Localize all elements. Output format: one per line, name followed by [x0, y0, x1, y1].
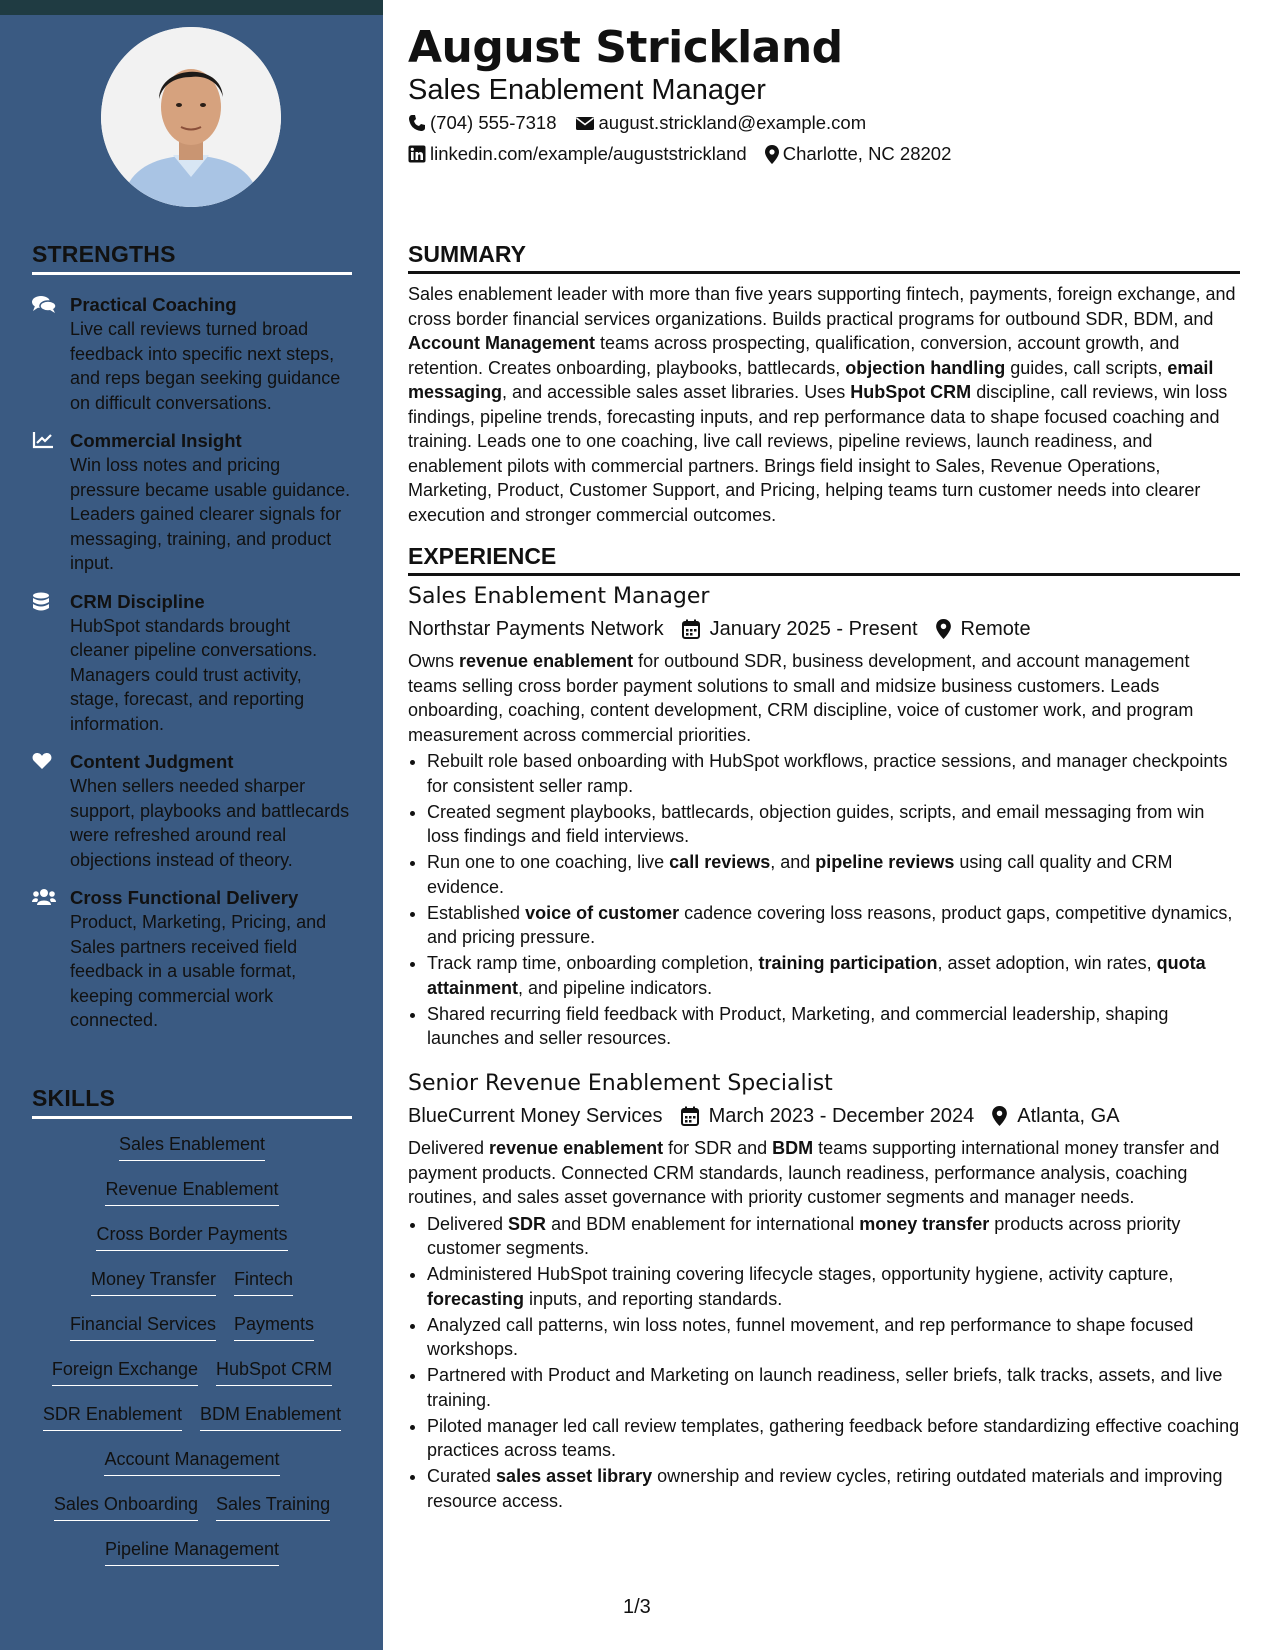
- skill-row: [32, 1492, 352, 1537]
- envelope-icon: [575, 115, 595, 131]
- skill-row: [32, 1402, 352, 1447]
- job-dates: January 2025 - Present: [709, 617, 918, 640]
- skill-row: [32, 1177, 352, 1222]
- email-link[interactable]: august.strickland@example.com: [598, 112, 867, 133]
- text-run: for SDR and: [663, 1138, 773, 1158]
- strength-text: When sellers needed sharper support, playbooks and battlecards were refreshed around real objections instead of theory.: [70, 776, 350, 870]
- job-title: Senior Revenue Enablement Specialist: [408, 1071, 833, 1096]
- text-run: Rebuilt role based onboarding with HubSpot workflows, practice sessions, and manager checkpoints for consistent seller ramp.: [427, 751, 1228, 796]
- skill-tag: Financial Services: [70, 1312, 216, 1341]
- skill-tag: HubSpot CRM: [216, 1357, 332, 1386]
- job-location: Atlanta, GA: [1017, 1104, 1120, 1127]
- bold-keyword: revenue enablement: [459, 651, 634, 671]
- strength-item: [32, 886, 354, 1033]
- job-description: [408, 1136, 1240, 1210]
- job-bullets: [408, 749, 1240, 1051]
- page-number: 1/3: [623, 1596, 651, 1618]
- users-icon: [32, 886, 70, 910]
- job-meta: [408, 1102, 1240, 1130]
- skill-row: [32, 1447, 352, 1492]
- text-run: products across priority customer segments.: [427, 1213, 1181, 1258]
- bold-keyword: Account Management: [408, 333, 596, 353]
- text-run: cadence covering loss reasons, product gaps, competitive dynamics, and pricing pressure.: [427, 902, 1233, 947]
- comments-icon: [32, 293, 70, 317]
- skills-list: [32, 1132, 352, 1582]
- skill-tag: Payments: [234, 1312, 314, 1341]
- bold-keyword: email messaging: [408, 357, 1214, 402]
- bullet-item: [427, 749, 1240, 798]
- skill-row: [32, 1267, 352, 1312]
- skill-tag: SDR Enablement: [43, 1402, 182, 1431]
- text-run: Created segment playbooks, battlecards, objection guides, scripts, and email messaging from win loss findings and field interviews.: [427, 801, 1205, 846]
- text-run: Delivered: [408, 1138, 490, 1158]
- skill-tag: Account Management: [104, 1447, 279, 1476]
- strength-title: CRM Discipline: [70, 590, 205, 612]
- summary-text: [408, 282, 1240, 527]
- company-name: BlueCurrent Money Services: [408, 1104, 663, 1127]
- skill-row: [32, 1357, 352, 1402]
- skill-tag: Pipeline Management: [105, 1537, 279, 1566]
- text-run: using call quality and CRM evidence.: [427, 852, 1173, 897]
- strength-text: Win loss notes and pricing pressure became usable guidance. Leaders gained clearer signals for messaging, training, and product input.: [70, 455, 351, 573]
- skill-tag: Cross Border Payments: [96, 1222, 287, 1251]
- strength-item: [32, 750, 354, 872]
- bold-keyword: quota attainment: [427, 953, 1206, 998]
- bold-keyword: revenue enablement: [489, 1138, 664, 1158]
- job-entry: [408, 1070, 1240, 1515]
- bullet-item: [427, 1313, 1240, 1362]
- skill-tag: Sales Onboarding: [54, 1492, 198, 1521]
- strength-title: Practical Coaching: [70, 294, 237, 315]
- candidate-name: August Strickland: [408, 22, 843, 73]
- phone-number[interactable]: (704) 555-7318: [430, 112, 557, 133]
- text-run: Shared recurring field feedback with Product, Marketing, and commercial leadership, shaping launches and seller resources.: [427, 1003, 1169, 1048]
- text-run: , asset adoption, win rates,: [937, 953, 1157, 973]
- skill-tag: Fintech: [234, 1267, 293, 1296]
- strength-title: Content Judgment: [70, 751, 234, 772]
- calendar-icon: [681, 1106, 699, 1126]
- text-run: Owns: [408, 651, 460, 671]
- job-title: Sales Enablement Manager: [408, 584, 710, 609]
- strength-item: [32, 590, 354, 737]
- skill-tag: BDM Enablement: [200, 1402, 341, 1431]
- strength-text: HubSpot standards brought cleaner pipeline conversations. Managers could trust activity, stage, forecast, and reporting information.: [70, 615, 318, 734]
- text-run: guides, call scripts,: [1005, 357, 1168, 378]
- skill-tag: Foreign Exchange: [52, 1357, 198, 1386]
- bold-keyword: money transfer: [859, 1213, 990, 1234]
- text-run: Sales enablement leader with more than five years supporting fintech, payments, foreign exchange, and cross border financial services organizations. Builds practical programs for outbound SDR, BDM, and: [408, 284, 1236, 329]
- text-run: Run one to one coaching, live: [427, 852, 670, 872]
- text-run: teams supporting international money transfer and payment products. Connected CRM standards, launch readiness, performance analysis, coaching routines, and sales asset governance with priority customer segments and manager needs.: [408, 1138, 1220, 1207]
- job-meta: [408, 615, 1240, 643]
- bold-keyword: training participation: [758, 953, 938, 973]
- phone-icon: [408, 114, 426, 132]
- text-run: Analyzed call patterns, win loss notes, funnel movement, and rep performance to shape focused workshops.: [427, 1314, 1194, 1359]
- bullet-item: [427, 1414, 1240, 1463]
- text-run: Partnered with Product and Marketing on launch readiness, seller briefs, talk tracks, assets, and live training.: [427, 1365, 1223, 1410]
- candidate-title: Sales Enablement Manager: [408, 74, 766, 106]
- skill-row: [32, 1537, 352, 1582]
- job-dates: March 2023 - December 2024: [708, 1104, 975, 1127]
- calendar-icon: [682, 619, 700, 639]
- bold-keyword: HubSpot CRM: [850, 382, 972, 402]
- text-run: Track ramp time, onboarding completion,: [427, 953, 759, 973]
- bullet-item: [427, 1002, 1240, 1051]
- skill-row: [32, 1312, 352, 1357]
- bold-keyword: voice of customer: [525, 902, 680, 923]
- bullet-item: [427, 1212, 1240, 1261]
- text-run: for outbound SDR, business development, and account management teams selling cross border payment solutions to small and midsize business customers. Leads onboarding, coaching, content development, CRM discipline, voice of customer work, and program measurement across commercial priorities.: [408, 651, 1194, 745]
- strength-title: Commercial Insight: [70, 430, 242, 451]
- text-run: Delivered: [427, 1213, 509, 1234]
- bold-keyword: BDM: [772, 1138, 814, 1158]
- text-run: Administered HubSpot training covering lifecycle stages, opportunity hygiene, activity capture,: [427, 1264, 1174, 1284]
- text-run: teams across prospecting, qualification, conversion, account growth, and retention. Creates onboarding, playbooks, battlecards,: [408, 333, 1180, 378]
- skill-row: [32, 1222, 352, 1267]
- text-run: , and accessible sales asset libraries. Uses: [502, 382, 851, 402]
- job-location: Remote: [960, 617, 1031, 640]
- skills-heading: SKILLS: [32, 1085, 352, 1119]
- bold-keyword: pipeline reviews: [815, 852, 955, 872]
- bullet-item: [427, 850, 1240, 899]
- skill-tag: Sales Training: [216, 1492, 330, 1521]
- map-pin-icon: [936, 619, 951, 639]
- bold-keyword: call reviews: [669, 852, 771, 872]
- bold-keyword: forecasting: [427, 1288, 525, 1309]
- map-pin-icon: [992, 1106, 1007, 1126]
- text-run: Curated: [427, 1466, 497, 1486]
- strength-title: Cross Functional Delivery: [70, 887, 299, 908]
- bullet-item: [427, 800, 1240, 849]
- text-run: and BDM enablement for international: [546, 1213, 860, 1234]
- skill-row: [32, 1132, 352, 1177]
- strength-text: Product, Marketing, Pricing, and Sales partners received field feedback in a usable format, keeping commercial work connected.: [70, 912, 327, 1030]
- experience-heading: EXPERIENCE: [408, 543, 1240, 576]
- text-run: discipline, call reviews, win loss findings, pipeline trends, forecasting inputs, and rep performance data to shape focused coaching and training. Leads one to one coaching, live call reviews, pipeline reviews, launch readiness, and enablement pilots with commercial partners. Brings field insight to Sales, Revenue Operations, Marketing, Product, Customer Support, and Pricing, helping teams turn customer needs into clearer execution and stronger commercial outcomes.: [408, 382, 1228, 525]
- bold-keyword: sales asset library: [496, 1466, 653, 1486]
- text-run: Established: [427, 902, 526, 923]
- linkedin-link[interactable]: linkedin.com/example/auguststrickland: [430, 143, 747, 164]
- job-bullets: [408, 1212, 1240, 1514]
- bullet-item: [427, 1363, 1240, 1412]
- linkedin-icon: [408, 145, 426, 163]
- bold-keyword: SDR: [508, 1213, 547, 1234]
- text-run: ownership and review cycles, retiring outdated materials and improving resource access.: [427, 1466, 1223, 1511]
- database-icon: [32, 590, 70, 614]
- text-run: , and: [770, 852, 816, 872]
- sidebar-top-accent: [0, 0, 383, 15]
- map-pin-icon: [765, 145, 779, 164]
- company-name: Northstar Payments Network: [408, 617, 664, 640]
- location-text: Charlotte, NC 28202: [782, 143, 952, 164]
- skill-tag: Money Transfer: [91, 1267, 216, 1296]
- strengths-heading: STRENGTHS: [32, 241, 352, 275]
- strength-text: Live call reviews turned broad feedback into specific next steps, and reps began seeking guidance on difficult conversations.: [70, 319, 341, 413]
- bullet-item: [427, 901, 1240, 950]
- bullet-item: [427, 1262, 1240, 1311]
- heart-icon: [32, 750, 70, 774]
- text-run: inputs, and reporting standards.: [524, 1288, 783, 1309]
- bullet-item: [427, 951, 1240, 1000]
- text-run: Piloted manager led call review templates, gathering feedback before standardizing effective coaching practices across teams.: [427, 1415, 1240, 1460]
- contact-row-2: [408, 143, 969, 165]
- text-run: , and pipeline indicators.: [518, 977, 713, 998]
- contact-row-1: [408, 112, 884, 134]
- job-description: [408, 649, 1240, 747]
- strength-item: [32, 293, 354, 415]
- bullet-item: [427, 1464, 1240, 1513]
- summary-heading: SUMMARY: [408, 241, 1240, 274]
- profile-photo: [101, 27, 281, 207]
- strength-item: [32, 429, 354, 576]
- chart-line-icon: [32, 429, 70, 453]
- strengths-list: [32, 293, 354, 1047]
- job-entry: [408, 583, 1240, 1052]
- bold-keyword: objection handling: [845, 357, 1006, 378]
- skill-tag: Revenue Enablement: [105, 1177, 278, 1206]
- skill-tag: Sales Enablement: [119, 1132, 265, 1161]
